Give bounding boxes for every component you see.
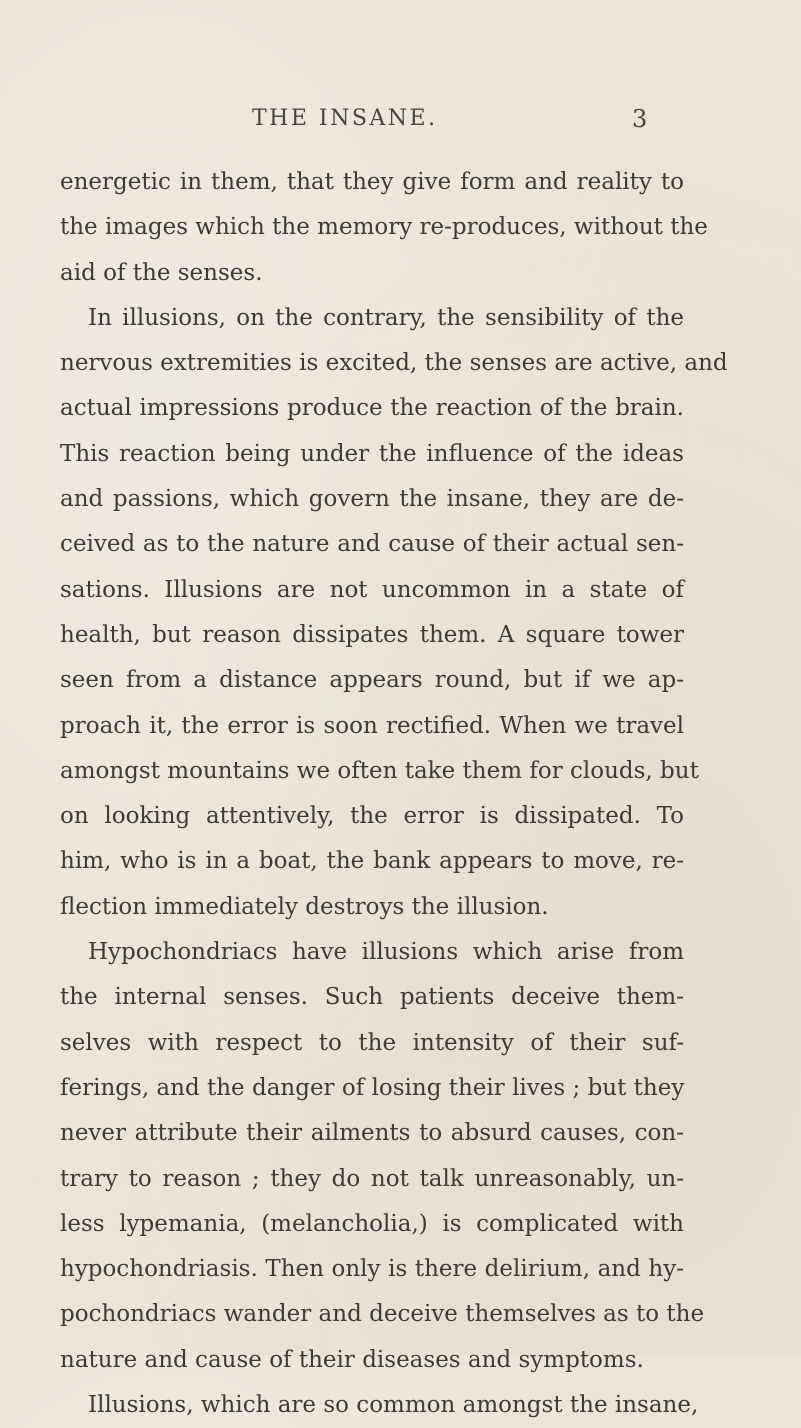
text-line: flection immediately destroys the illusion. [60, 893, 549, 920]
text-line: aid of the senses. [60, 259, 263, 286]
text-line: sations. Illusions are not uncommon in a state of [60, 576, 684, 603]
text-line: the images which the memory re-produces, without the [60, 214, 708, 241]
text-line: nature and cause of their diseases and symptoms. [60, 1346, 644, 1373]
text-line: never attribute their ailments to absurd causes, con- [60, 1120, 684, 1147]
text-line: on looking attentively, the error is dissipated. To [60, 803, 684, 830]
text-line: energetic in them, that they give form and reality to [60, 169, 684, 195]
text-line: health, but reason dissipates them. A square tower [60, 621, 684, 648]
text-line: hypochondriasis. Then only is there delirium, and hy- [60, 1256, 684, 1283]
text-line: In illusions, on the contrary, the sensibility of the [88, 304, 684, 331]
text-line: trary to reason ; they do not talk unreasonably, un- [60, 1165, 684, 1192]
text-line: Illusions, which are so common amongst the insane, [88, 1392, 699, 1419]
text-line: him, who is in a boat, the bank appears to move, re- [60, 848, 684, 875]
text-line: seen from a distance appears round, but if we ap- [60, 667, 684, 694]
text-line: ceived as to the nature and cause of their actual sen- [60, 531, 684, 558]
text-line: ferings, and the danger of losing their lives ; but they [60, 1074, 685, 1101]
text-line: nervous extremities is excited, the senses are active, and [60, 350, 728, 377]
text-line: and passions, which govern the insane, they are de- [60, 486, 684, 513]
text-line: less lypemania, (melancholia,) is complicated with [60, 1210, 684, 1237]
body-text [60, 160, 728, 1428]
text-line: the internal senses. Such patients deceive them- [60, 984, 684, 1011]
running-head [0, 106, 801, 136]
text-line: proach it, the error is soon rectified. When we travel [60, 712, 684, 739]
text-line: amongst mountains we often take them for clouds, but [60, 757, 699, 784]
text-line: This reaction being under the influence of the ideas [60, 440, 684, 467]
text-line: pochondriacs wander and deceive themselves as to the [60, 1301, 705, 1328]
page-number: 3 [632, 105, 648, 133]
text-line: actual impressions produce the reaction of the brain. [60, 395, 684, 422]
text-line: Hypochondriacs have illusions which arise from [88, 939, 684, 966]
text-line: selves with respect to the intensity of their suf- [60, 1029, 684, 1056]
running-title: THE INSANE. [252, 106, 438, 131]
